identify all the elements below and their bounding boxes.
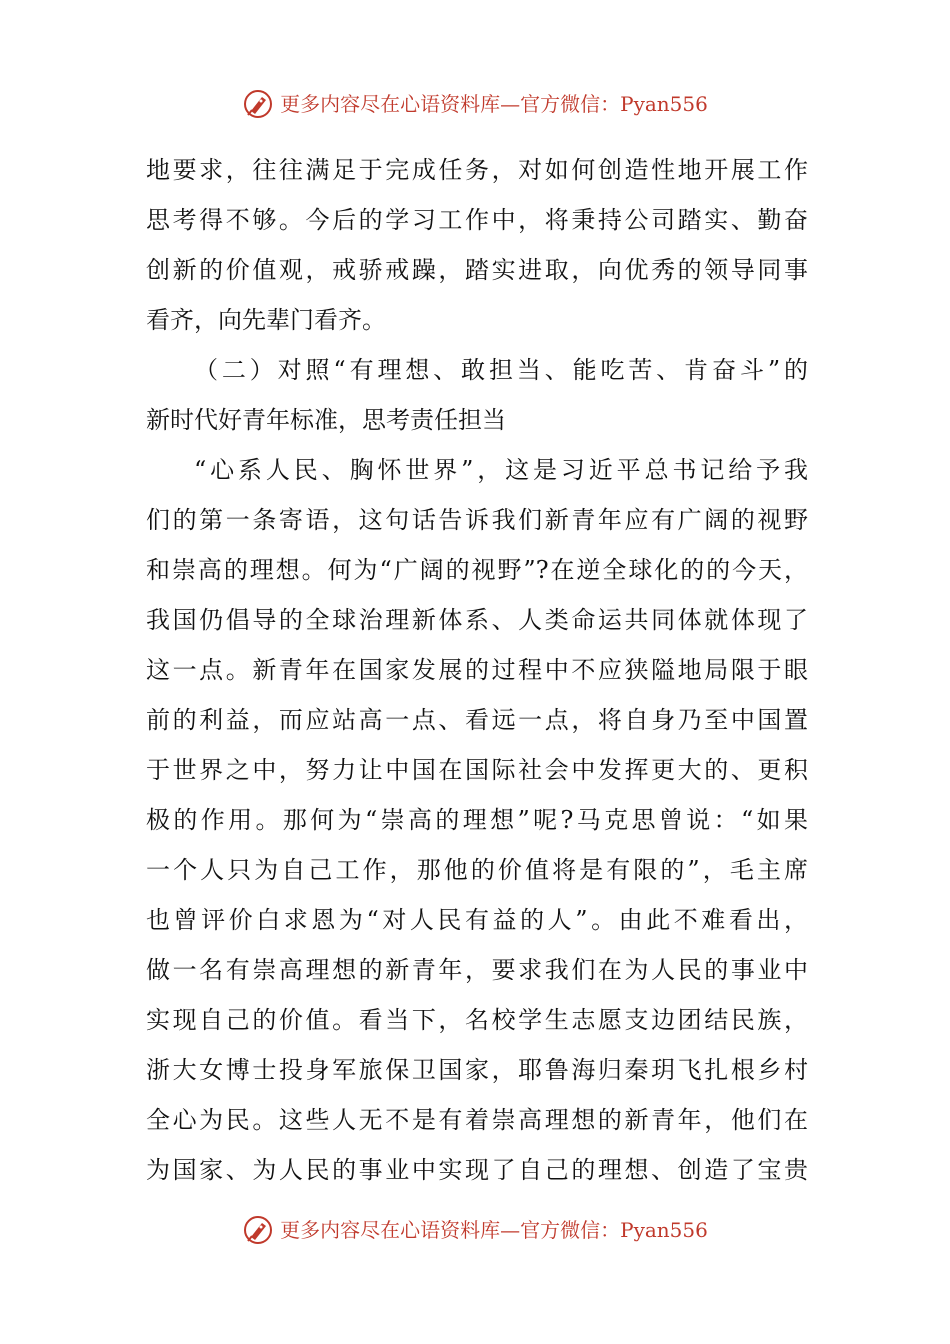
body-line: 看齐，向先辈门看齐。 (146, 306, 386, 334)
body-line: 这一点。新青年在国家发展的过程中不应狭隘地局限于眼 (146, 656, 808, 684)
section-heading-line: 新时代好青年标准，思考责任担当 (146, 406, 506, 434)
fountain-pen-logo-icon (242, 88, 274, 120)
body-line: 我国仍倡导的全球治理新体系、人类命运共同体就体现了 (146, 606, 808, 634)
body-line: 实现自己的价值。看当下，名校学生志愿支边团结民族， (146, 1006, 808, 1034)
section-heading-line: （二）对照“有理想、敢担当、能吃苦、肯奋斗”的 (194, 356, 808, 384)
fountain-pen-logo-icon (242, 1214, 274, 1246)
body-line: 于世界之中，努力让中国在国际社会中发挥更大的、更积 (146, 756, 808, 784)
body-line: 浙大女博士投身军旅保卫国家，耶鲁海归秦玥飞扎根乡村 (146, 1056, 808, 1084)
document-body (146, 145, 808, 1195)
footer-text: 更多内容尽在心语资料库—官方微信：Pyan556 (280, 1218, 708, 1242)
body-line: “心系人民、胸怀世界”，这是习近平总书记给予我 (194, 456, 808, 484)
body-line: 一个人只为自己工作，那他的价值将是有限的”，毛主席 (146, 856, 808, 884)
body-line: 全心为民。这些人无不是有着崇高理想的新青年，他们在 (146, 1106, 808, 1134)
body-line: 极的作用。那何为“崇高的理想”呢?马克思曾说：“如果 (146, 806, 808, 834)
body-line: 创新的价值观，戒骄戒躁，踏实进取，向优秀的领导同事 (146, 256, 808, 284)
body-line: 们的第一条寄语，这句话告诉我们新青年应有广阔的视野 (146, 506, 808, 534)
header-text: 更多内容尽在心语资料库—官方微信：Pyan556 (280, 92, 708, 116)
body-line: 地要求，往往满足于完成任务，对如何创造性地开展工作 (146, 156, 808, 184)
footer-banner (0, 1210, 950, 1250)
body-line: 前的利益，而应站高一点、看远一点，将自身乃至中国置 (146, 706, 808, 734)
header-banner (0, 84, 950, 124)
body-line: 思考得不够。今后的学习工作中，将秉持公司踏实、勤奋 (146, 206, 808, 234)
body-line: 为国家、为人民的事业中实现了自己的理想、创造了宝贵 (146, 1156, 808, 1184)
body-line: 和崇高的理想。何为“广阔的视野”?在逆全球化的的今天， (146, 556, 808, 584)
body-line: 也曾评价白求恩为“对人民有益的人”。由此不难看出， (146, 906, 808, 934)
body-line: 做一名有崇高理想的新青年，要求我们在为人民的事业中 (146, 956, 808, 984)
